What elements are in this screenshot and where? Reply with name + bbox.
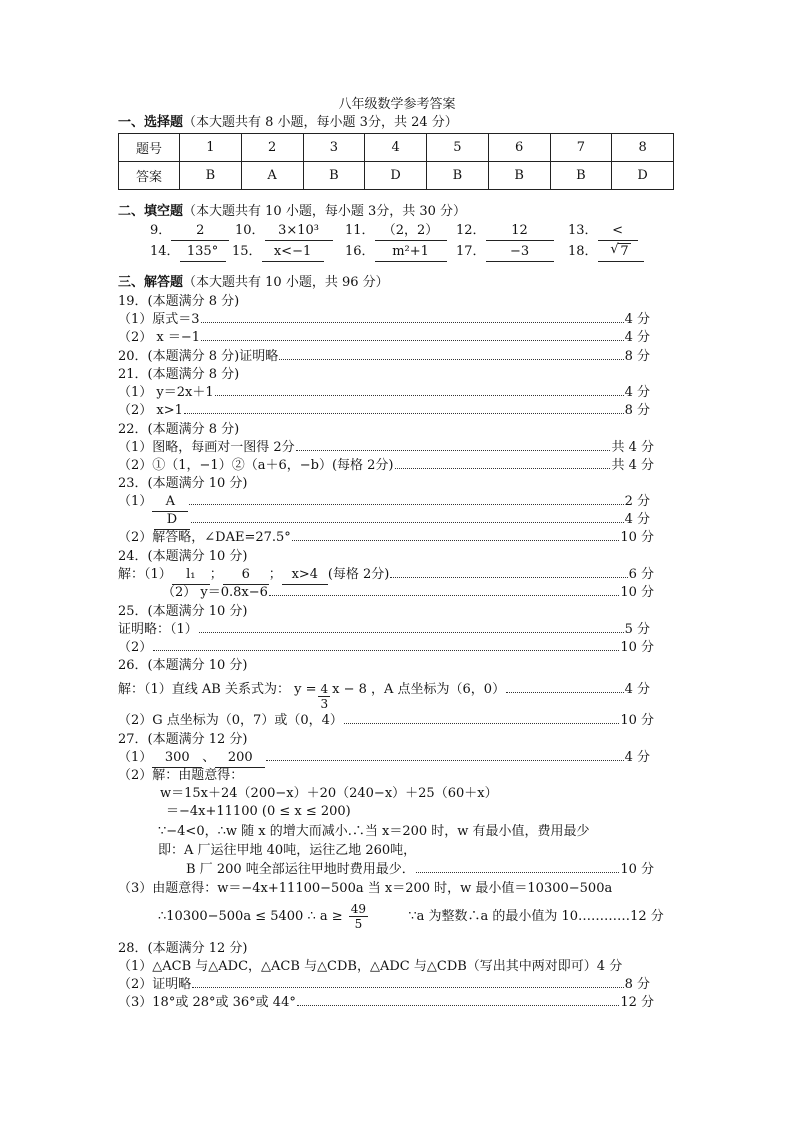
q25-line1: 证明略：（1） 5 分 bbox=[118, 622, 650, 637]
q27-line8: （3）由题意得：w＝−4x+11100−500a 当 x＝200 时，w 最小值＝10300−500a bbox=[118, 881, 613, 896]
fill-item: 17． −3 bbox=[456, 243, 554, 262]
table-cell: B bbox=[303, 162, 365, 190]
table-cell: 5 bbox=[427, 134, 489, 162]
q25-head: 25．(本题满分 10 分) bbox=[118, 604, 248, 619]
table-cell: 2 bbox=[241, 134, 303, 162]
fill-item: 16． m²+1 bbox=[345, 243, 447, 262]
q19-line2: （2） x ＝−1 4 分 bbox=[118, 330, 650, 345]
table-cell: D bbox=[612, 162, 674, 190]
q19-head: 19．(本题满分 8 分) bbox=[118, 294, 240, 309]
q27-line1: （1） 300 、 200 4 分 bbox=[118, 749, 650, 768]
answer-table bbox=[118, 133, 674, 190]
fill-item: 11． （2，2） bbox=[345, 222, 447, 241]
fill-item: 14． 135° bbox=[150, 243, 226, 262]
q23-line1: （1） A 2 分 bbox=[118, 493, 650, 512]
q27-line2: （2）解：由题意得： bbox=[118, 768, 244, 783]
table-cell: 1 bbox=[180, 134, 242, 162]
section3-heading: 三、解答题（本大题共有 10 小题，共 96 分） bbox=[118, 275, 389, 290]
q27-line7: B 厂 200 吨全部运往甲地时费用最少． 10 分 bbox=[186, 862, 654, 877]
table-cell: B bbox=[550, 162, 612, 190]
table-row-numbers bbox=[119, 134, 674, 162]
fill-item: 15． x<−1 bbox=[232, 243, 324, 262]
q22-line1: （1）图略，每画对一图得 2分 共 4 分 bbox=[118, 440, 654, 455]
table-cell: B bbox=[427, 162, 489, 190]
table-row-answers bbox=[119, 162, 674, 190]
q27-line9: ∴10300−500a ≤ 5400 ∴ a ≥ $\frac{49}{5}$ ∵a 为整数∴a 的最小值为 10…………12 分 bbox=[158, 902, 664, 931]
q28-line3: （3）18°或 28°或 36°或 44° 12 分 bbox=[118, 995, 654, 1010]
q19-line1: （1）原式＝3 4 分 bbox=[118, 312, 650, 327]
q21-head: 21．(本题满分 8 分) bbox=[118, 367, 240, 382]
q26-line2: （2）G 点坐标为（0，7）或（0，4） 10 分 bbox=[118, 713, 654, 728]
q24-line1: 解：（1） l₁ ； 6 ； x>4 (每格 2分) 6 分 bbox=[118, 566, 654, 585]
table-cell: 4 bbox=[365, 134, 427, 162]
q26-head: 26．(本题满分 10 分) bbox=[118, 658, 248, 673]
fill-item: 12． 12 bbox=[456, 222, 554, 241]
q28-head: 28．(本题满分 12 分) bbox=[118, 941, 248, 956]
q22-line2: （2）①（1，−1）②（a＋6，−b）(每格 2分) 共 4 分 bbox=[118, 458, 654, 473]
table-cell: B bbox=[180, 162, 242, 190]
page-title: 八年级数学参考答案 bbox=[338, 97, 456, 112]
q24-head: 24．(本题满分 10 分) bbox=[118, 549, 248, 564]
q22-head: 22．(本题满分 8 分) bbox=[118, 422, 240, 437]
q25-line2: （2） 10 分 bbox=[118, 640, 654, 655]
table-cell: D bbox=[365, 162, 427, 190]
row-label: 题号 bbox=[119, 134, 180, 162]
q28-line2: （2）证明略 8 分 bbox=[118, 977, 650, 992]
q27-head: 27．(本题满分 12 分) bbox=[118, 732, 248, 747]
section1-heading: 一、选择题（本大题共有 8 小题，每小题 3分，共 24 分） bbox=[118, 115, 458, 130]
table-cell: A bbox=[241, 162, 303, 190]
q23-line2: D 4 分 bbox=[154, 511, 650, 530]
table-cell: 7 bbox=[550, 134, 612, 162]
table-cell: B bbox=[488, 162, 550, 190]
fraction: $\frac{4}{3}$ bbox=[320, 682, 329, 711]
q21-line1: （1） y＝2x＋1 4 分 bbox=[118, 385, 650, 400]
fill-item: 10． 3×10³ bbox=[235, 222, 333, 241]
q28-line1: （1）△ACB 与△ADC，△ACB 与△CDB，△ADC 与△CDB（写出其中两对即可）4 分 bbox=[118, 959, 623, 974]
q27-line4: ＝−4x+11100 (0 ≤ x ≤ 200) bbox=[166, 804, 351, 819]
fraction: $\frac{49}{5}$ bbox=[350, 902, 367, 931]
q27-line6: 即：A 厂运往甲地 40吨，运往乙地 260吨， bbox=[158, 843, 417, 858]
q20-line: 20．(本题满分 8 分)证明略 8 分 bbox=[118, 349, 650, 364]
table-cell: 8 bbox=[612, 134, 674, 162]
q27-line5: ∵−4<0，∴w 随 x 的增大而减小.∴当 x＝200 时，w 有最小值，费用最少 bbox=[158, 824, 590, 839]
table-cell: 6 bbox=[488, 134, 550, 162]
section2-heading: 二、填空题（本大题共有 10 小题，每小题 3分，共 30 分） bbox=[118, 204, 467, 219]
q24-line2: （2） y＝0.8x−6 10 分 bbox=[162, 585, 654, 600]
row-label: 答案 bbox=[119, 162, 180, 190]
sqrt-symbol: √ 7 bbox=[610, 243, 630, 261]
q21-line2: （2） x>1 8 分 bbox=[118, 403, 650, 418]
q23-head: 23．(本题满分 10 分) bbox=[118, 476, 248, 491]
fill-item: 13． < bbox=[568, 222, 638, 241]
table-cell: 3 bbox=[303, 134, 365, 162]
fill-item: 9． 2 bbox=[150, 222, 229, 241]
q27-line3: w＝15x＋24（200−x）＋20（240−x）＋25（60＋x） bbox=[160, 786, 498, 801]
q26-line1: 解：（1）直线 AB 关系式为： y = $\frac{4}{3}$ x − 8 ，A 点坐标为（6，0） 4 分 bbox=[118, 682, 650, 711]
fill-item: 18．√ 7 bbox=[568, 243, 644, 262]
q23-line3: （2）解答略，∠DAE=27.5° 10 分 bbox=[118, 530, 654, 545]
